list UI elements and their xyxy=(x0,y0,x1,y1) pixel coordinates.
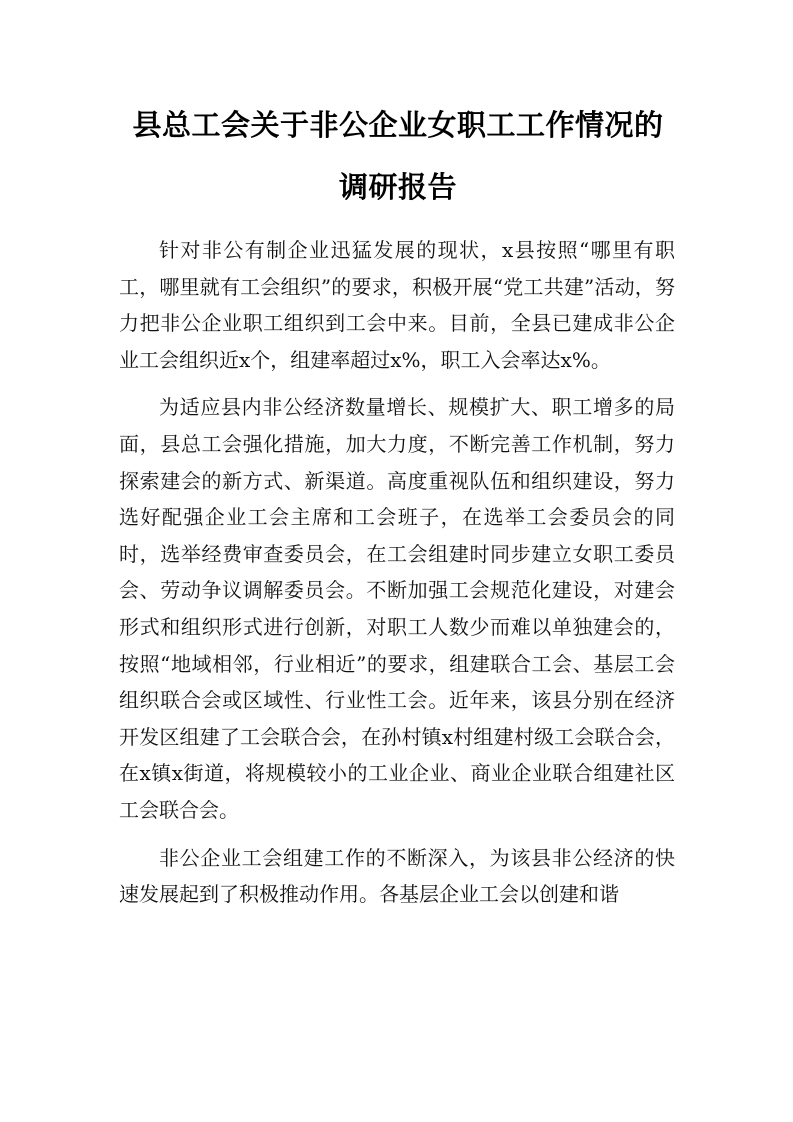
paragraph-1: 针对非公有制企业迅猛发展的现状，x县按照“哪里有职工，哪里就有工会组织”的要求，积极开展“党工共建”活动，努力把非公企业职工组织到工会中来。目前，全县已建成非公企业工会组织近x个，组建率超过x%，职工入会率达x%。 xyxy=(119,238,675,372)
document-body xyxy=(119,232,675,924)
paragraph-3: 非公企业工会组建工作的不断深入，为该县非公经济的快速发展起到了积极推动作用。各基层企业工会以创建和谐 xyxy=(119,845,675,907)
document-title-line-2: 调研报告 xyxy=(338,170,457,204)
document-title-line-1: 县总工会关于非公企业女职工工作情况的 xyxy=(132,108,664,142)
paragraph-2: 为适应县内非公经济数量增长、规模扩大、职工增多的局面，县总工会强化措施，加大力度，不断完善工作机制，努力探索建会的新方式、新渠道。高度重视队伍和组织建设，努力选好配强企业工会主席和工会班子，在选举工会委员会的同时，选举经费审查委员会，在工会组建时同步建立女职工委员会、劳动争议调解委员会。不断加强工会规范化建设，对建会形式和组织形式进行创新，对职工人数少而难以单独建会的，按照“地域相邻，行业相近”的要求，组建联合工会、基层工会组织联合会或区域性、行业性工会。近年来，该县分别在经济开发区组建了工会联合会，在孙村镇x村组建村级工会联合会，在x镇x街道，将规模较小的工业企业、商业企业联合组建社区工会联合会。 xyxy=(119,395,675,822)
